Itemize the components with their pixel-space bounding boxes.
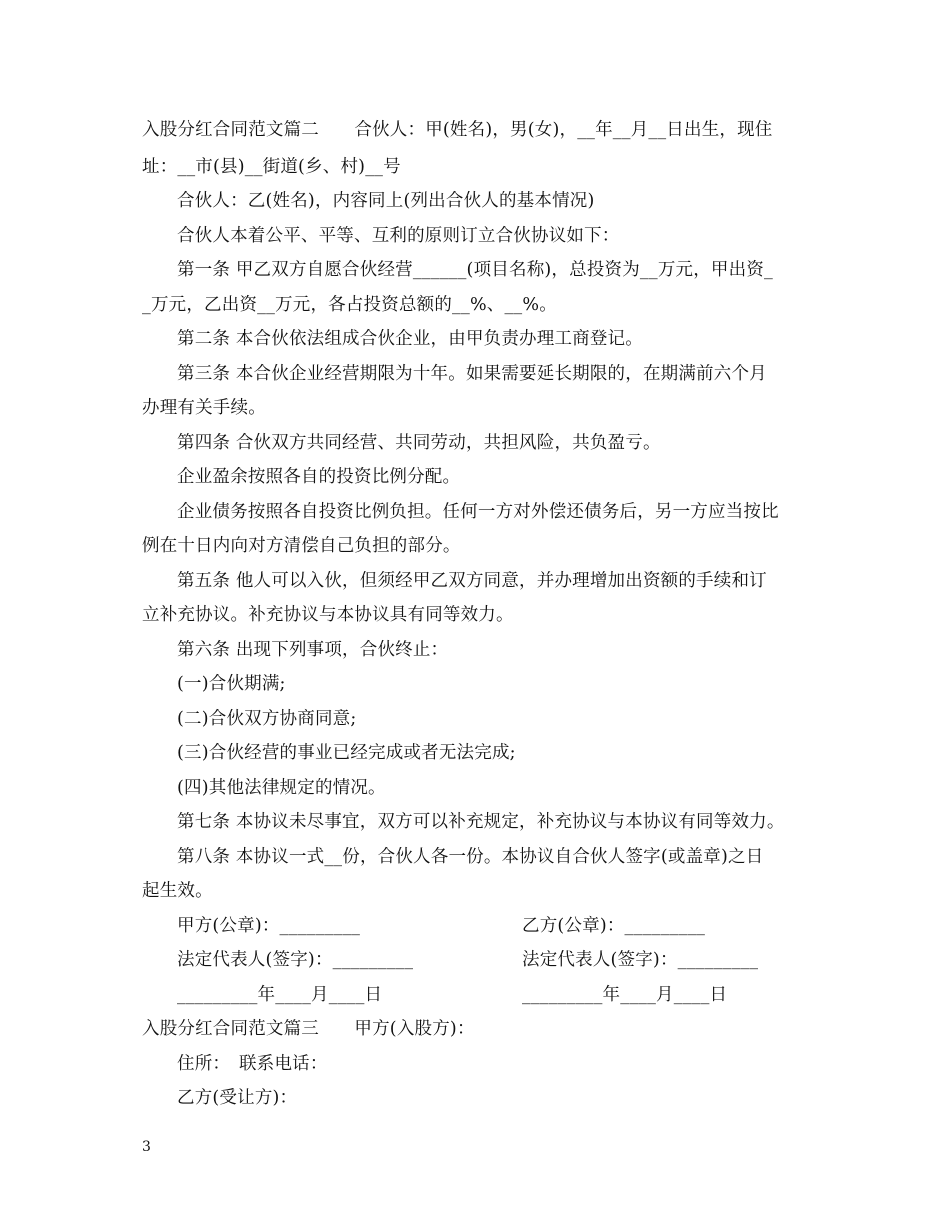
page-number: 3 [142, 1139, 151, 1155]
party-a-seal: 甲方(公章)：_________ [177, 916, 361, 936]
body-line: 起生效。 [142, 881, 213, 901]
body-line: 乙方(受让方)： [177, 1088, 298, 1108]
clause-6-line: 第六条 出现下列事项，合伙终止： [177, 640, 449, 660]
body-line: 合伙人本着公平、平等、互利的原则订立合伙协议如下： [177, 226, 620, 246]
party-b-seal: 乙方(公章)：_________ [522, 916, 706, 936]
body-line: 合伙人：乙(姓名)，内容同上(列出合伙人的基本情况) [177, 191, 595, 211]
party-a-representative: 法定代表人(签字)：_________ [177, 950, 414, 970]
clause-8-line: 第八条 本协议一式__份，合伙人各一份。本协议自合伙人签字(或盖章)之日 [177, 847, 764, 867]
clause-3-line: 第三条 本合伙企业经营期限为十年。如果需要延长期限的，在期满前六个月 [177, 364, 767, 384]
body-line: 例在十日内向对方清偿自己负担的部分。 [142, 536, 461, 556]
heading-line: 入股分红合同范文篇三 甲方(入股方)： [142, 1019, 475, 1039]
body-line: 址：__市(县)__街道(乡、村)__号 [142, 157, 401, 177]
party-a-date: _________年____月____日 [177, 985, 383, 1005]
list-item: (二)合伙双方协商同意; [177, 709, 357, 729]
clause-4-line: 第四条 合伙双方共同经营、共同劳动，共担风险，共负盈亏。 [177, 433, 661, 453]
party-b-representative: 法定代表人(签字)：_________ [522, 950, 759, 970]
body-line: 办理有关手续。 [142, 398, 266, 418]
list-item: (一)合伙期满; [177, 674, 286, 694]
list-item: (三)合伙经营的事业已经完成或者无法完成; [177, 743, 516, 763]
body-line: _万元，乙出资__万元，各占投资总额的__%、__%。 [142, 295, 557, 315]
list-item: (四)其他法律规定的情况。 [177, 778, 386, 798]
body-line: 企业债务按照各自投资比例负担。任何一方对外偿还债务后，另一方应当按比 [177, 502, 779, 522]
body-line: 立补充协议。补充协议与本协议具有同等效力。 [142, 605, 514, 625]
clause-5-line: 第五条 他人可以入伙，但须经甲乙双方同意，并办理增加出资额的手续和订 [177, 571, 767, 591]
clause-2-line: 第二条 本合伙依法组成合伙企业，由甲负责办理工商登记。 [177, 329, 643, 349]
body-line: 企业盈余按照各自的投资比例分配。 [177, 467, 461, 487]
clause-1-line: 第一条 甲乙双方自愿合伙经营______(项目名称)，总投资为__万元，甲出资_ [177, 260, 773, 280]
clause-7-line: 第七条 本协议未尽事宜，双方可以补充规定，补充协议与本协议有同等效力。 [177, 812, 785, 832]
heading-line: 入股分红合同范文篇二 合伙人：甲(姓名)，男(女)，__年__月__日出生，现住 [142, 120, 773, 140]
party-b-date: _________年____月____日 [522, 985, 728, 1005]
body-line: 住所： 联系电话： [177, 1054, 328, 1074]
